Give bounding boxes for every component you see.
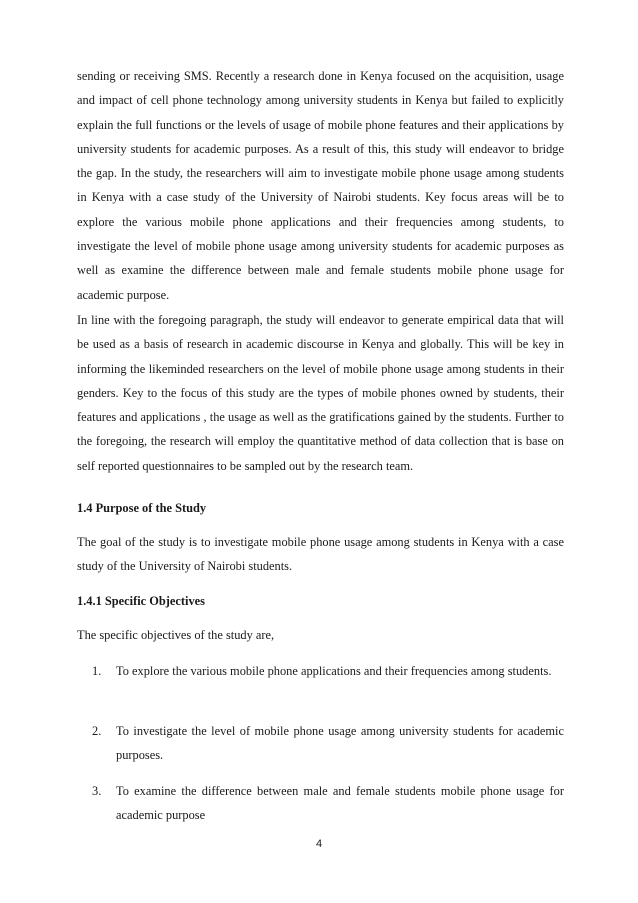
list-item-number: 3. (92, 784, 102, 798)
list-item (92, 659, 564, 683)
page-number: 4 (315, 838, 323, 850)
body-paragraph: sending or receiving SMS. Recently a research done in Kenya focused on the acquisition, usage and impact of cell phone technology among university students in Kenya but failed to explicitly explain the full functions or the levels of usage of mobile phone features and their applications by university students for academic purposes. As a result of this, this study will endeavor to bridge the gap. In the study, the researchers will aim to investigate mobile phone usage among students in Kenya with a case study of the University of Nairobi students. Key focus areas will be to explore the various mobile phone applications and their frequencies among students, to investigate the level of mobile phone usage among university students for academic purposes as well as examine the difference between male and female students mobile phone usage for academic purpose. (77, 69, 564, 302)
list-item-text: To examine the difference between male and female students mobile phone usage for academic purpose (116, 784, 564, 823)
objectives-intro: The specific objectives of the study are, (77, 628, 275, 642)
list-item-text: To explore the various mobile phone applications and their frequencies among students. (116, 664, 552, 678)
list-item-number: 1. (92, 664, 102, 678)
list-item (92, 719, 564, 768)
purpose-paragraph: The goal of the study is to investigate mobile phone usage among students in Kenya with a case study of the University of Nairobi students. (77, 535, 564, 574)
list-item (92, 779, 564, 828)
list-item-number: 2. (92, 724, 102, 738)
body-paragraph: In line with the foregoing paragraph, the study will endeavor to generate empirical data that will be used as a basis of research in academic discourse in Kenya and globally. This will be key in informing the likeminded researchers on the level of mobile phone usage among students in their genders. Key to the focus of this study are the types of mobile phones owned by students, their features and applications , the usage as well as the gratifications gained by the students. Further to the foregoing, the research will employ the quantitative method of data collection that is base on self reported questionnaires to be sampled out by the research team. (77, 313, 564, 473)
section-heading-purpose: 1.4 Purpose of the Study (77, 501, 207, 515)
list-item-text: To investigate the level of mobile phone usage among university students for academic purposes. (116, 724, 564, 763)
section-heading-specific-objectives: 1.4.1 Specific Objectives (77, 594, 206, 608)
